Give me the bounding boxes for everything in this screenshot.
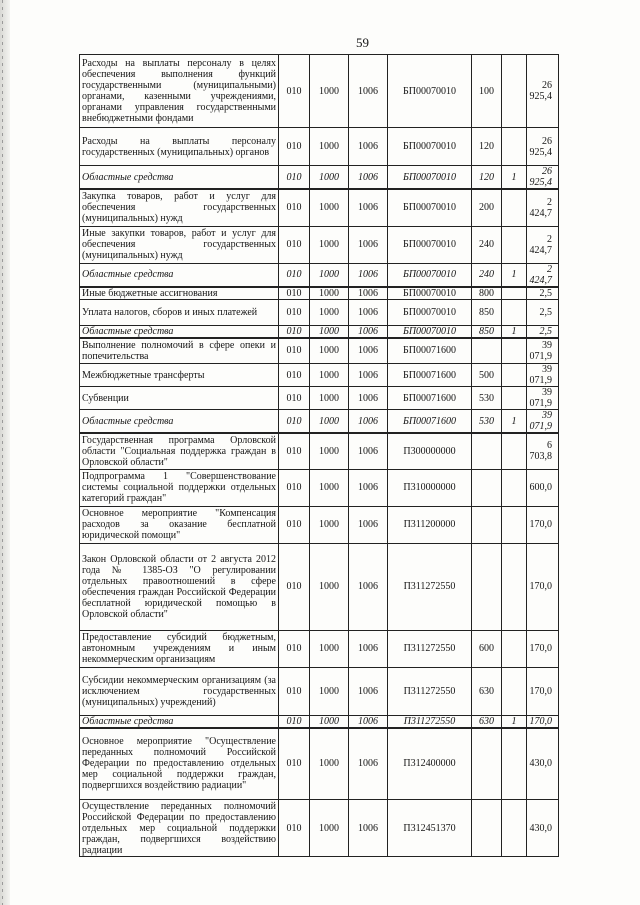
amount-cell: 6 703,8 (527, 433, 559, 469)
row-name-cell: Областные средства (80, 410, 279, 434)
row-name-cell: Областные средства (80, 166, 279, 190)
subsection-code-cell: 1006 (349, 128, 388, 166)
row-name-cell: Расходы на выплаты персоналу государственных (муниципальных) органов (80, 128, 279, 166)
row-name-cell: Основное мероприятие "Компенсация расходов за оказание бесплатной юридической помощи" (80, 506, 279, 543)
ministry-code-cell: 010 (279, 433, 310, 469)
amount-cell: 170,0 (527, 543, 559, 630)
section-code-cell: 1000 (310, 364, 349, 387)
target-article-cell: БП00070010 (388, 166, 472, 190)
row-name-cell: Областные средства (80, 325, 279, 338)
regional-funds-row (80, 166, 559, 190)
expense-type-cell: 120 (472, 128, 502, 166)
funding-source-cell (502, 299, 527, 325)
expense-type-cell: 100 (472, 55, 502, 128)
table-row (80, 226, 559, 263)
funding-source-cell (502, 226, 527, 263)
funding-source-cell (502, 189, 527, 226)
funding-source-cell (502, 364, 527, 387)
section-code-cell: 1000 (310, 543, 349, 630)
expense-type-cell: 200 (472, 189, 502, 226)
subsection-code-cell: 1006 (349, 364, 388, 387)
section-code-cell: 1000 (310, 189, 349, 226)
regional-funds-row (80, 715, 559, 728)
subsection-code-cell: 1006 (349, 55, 388, 128)
amount-cell: 39 071,9 (527, 410, 559, 434)
section-code-cell: 1000 (310, 299, 349, 325)
table-row (80, 128, 559, 166)
budget-table (79, 54, 559, 857)
target-article-cell: П312400000 (388, 728, 472, 800)
amount-cell: 2,5 (527, 299, 559, 325)
subsection-code-cell: 1006 (349, 543, 388, 630)
target-article-cell: П300000000 (388, 433, 472, 469)
subsection-code-cell: 1006 (349, 325, 388, 338)
subsection-code-cell: 1006 (349, 166, 388, 190)
row-name-cell: Государственная программа Орловской области "Социальная поддержка граждан в Орловской области" (80, 433, 279, 469)
amount-cell: 170,0 (527, 506, 559, 543)
table-row (80, 364, 559, 387)
row-name-cell: Субвенции (80, 387, 279, 410)
expense-type-cell: 530 (472, 387, 502, 410)
amount-cell: 39 071,9 (527, 364, 559, 387)
table-row (80, 506, 559, 543)
amount-cell: 2,5 (527, 287, 559, 300)
row-name-cell: Уплата налогов, сборов и иных платежей (80, 299, 279, 325)
expense-type-cell: 120 (472, 166, 502, 190)
amount-cell: 26 925,4 (527, 55, 559, 128)
regional-funds-row (80, 325, 559, 338)
amount-cell: 430,0 (527, 800, 559, 857)
expense-type-cell (472, 338, 502, 364)
row-name-cell: Межбюджетные трансферты (80, 364, 279, 387)
section-code-cell: 1000 (310, 630, 349, 667)
target-article-cell: БП00071600 (388, 387, 472, 410)
row-name-cell: Расходы на выплаты персоналу в целях обеспечения выполнения функций государственными (муниципальными) органами, казенными учреждениями, органами управления государственными внебюджетными фондами (80, 55, 279, 128)
table-row (80, 287, 559, 300)
expense-type-cell (472, 543, 502, 630)
row-name-cell: Основное мероприятие "Осуществление переданных полномочий Российской Федерации по предоставлению отдельных мер социальной поддержки граждан, подвергшихся воздействию радиации" (80, 728, 279, 800)
amount-cell: 39 071,9 (527, 387, 559, 410)
section-code-cell: 1000 (310, 469, 349, 506)
expense-type-cell: 630 (472, 667, 502, 715)
row-name-cell: Выполнение полномочий в сфере опеки и попечительства (80, 338, 279, 364)
section-code-cell: 1000 (310, 667, 349, 715)
subsection-code-cell: 1006 (349, 287, 388, 300)
ministry-code-cell: 010 (279, 299, 310, 325)
binding-perforation (2, 0, 3, 905)
expense-type-cell (472, 469, 502, 506)
subsection-code-cell: 1006 (349, 728, 388, 800)
subsection-code-cell: 1006 (349, 800, 388, 857)
target-article-cell: П311272550 (388, 667, 472, 715)
expense-type-cell: 850 (472, 299, 502, 325)
row-name-cell: Иные закупки товаров, работ и услуг для обеспечения государственных (муниципальных) нужд (80, 226, 279, 263)
funding-source-cell (502, 506, 527, 543)
table-row (80, 189, 559, 226)
section-code-cell: 1000 (310, 338, 349, 364)
amount-cell: 39 071,9 (527, 338, 559, 364)
target-article-cell: БП00071600 (388, 338, 472, 364)
section-code-cell: 1000 (310, 433, 349, 469)
table-row (80, 387, 559, 410)
ministry-code-cell: 010 (279, 55, 310, 128)
ministry-code-cell: 010 (279, 189, 310, 226)
expense-type-cell: 500 (472, 364, 502, 387)
section-code-cell: 1000 (310, 226, 349, 263)
expense-type-cell: 240 (472, 263, 502, 287)
expense-type-cell: 800 (472, 287, 502, 300)
ministry-code-cell: 010 (279, 630, 310, 667)
ministry-code-cell: 010 (279, 728, 310, 800)
ministry-code-cell: 010 (279, 166, 310, 190)
row-name-cell: Областные средства (80, 715, 279, 728)
target-article-cell: П310000000 (388, 469, 472, 506)
amount-cell: 600,0 (527, 469, 559, 506)
expense-type-cell: 240 (472, 226, 502, 263)
row-name-cell: Субсидии некоммерческим организациям (за исключением государственных (муниципальных) учреждений) (80, 667, 279, 715)
table-row (80, 728, 559, 800)
ministry-code-cell: 010 (279, 469, 310, 506)
target-article-cell: БП00070010 (388, 55, 472, 128)
subsection-code-cell: 1006 (349, 299, 388, 325)
ministry-code-cell: 010 (279, 364, 310, 387)
subsection-code-cell: 1006 (349, 189, 388, 226)
subsection-code-cell: 1006 (349, 433, 388, 469)
amount-cell: 170,0 (527, 715, 559, 728)
section-code-cell: 1000 (310, 55, 349, 128)
target-article-cell: БП00070010 (388, 226, 472, 263)
subsection-code-cell: 1006 (349, 338, 388, 364)
section-code-cell: 1000 (310, 287, 349, 300)
target-article-cell: П311200000 (388, 506, 472, 543)
ministry-code-cell: 010 (279, 800, 310, 857)
amount-cell: 2,5 (527, 325, 559, 338)
funding-source-cell (502, 287, 527, 300)
row-name-cell: Иные бюджетные ассигнования (80, 287, 279, 300)
table-row (80, 469, 559, 506)
regional-funds-row (80, 263, 559, 287)
subsection-code-cell: 1006 (349, 387, 388, 410)
ministry-code-cell: 010 (279, 338, 310, 364)
table-row (80, 299, 559, 325)
subsection-code-cell: 1006 (349, 506, 388, 543)
ministry-code-cell: 010 (279, 325, 310, 338)
expense-type-cell (472, 506, 502, 543)
subsection-code-cell: 1006 (349, 469, 388, 506)
table-row (80, 338, 559, 364)
table-row (80, 55, 559, 128)
section-code-cell: 1000 (310, 728, 349, 800)
funding-source-cell: 1 (502, 715, 527, 728)
target-article-cell: П311272550 (388, 543, 472, 630)
target-article-cell: БП00070010 (388, 299, 472, 325)
subsection-code-cell: 1006 (349, 263, 388, 287)
row-name-cell: Закон Орловской области от 2 августа 2012 года № 1385-ОЗ "О регулировании отдельных правоотношений в сфере обеспечения граждан Российской Федерации бесплатной юридической помощью в Орловской области" (80, 543, 279, 630)
funding-source-cell (502, 128, 527, 166)
funding-source-cell: 1 (502, 166, 527, 190)
funding-source-cell (502, 469, 527, 506)
funding-source-cell: 1 (502, 410, 527, 434)
section-code-cell: 1000 (310, 128, 349, 166)
funding-source-cell (502, 728, 527, 800)
target-article-cell: БП00071600 (388, 364, 472, 387)
section-code-cell: 1000 (310, 387, 349, 410)
amount-cell: 430,0 (527, 728, 559, 800)
amount-cell: 170,0 (527, 667, 559, 715)
funding-source-cell: 1 (502, 263, 527, 287)
funding-source-cell (502, 543, 527, 630)
expense-type-cell (472, 728, 502, 800)
row-name-cell: Предоставление субсидий бюджетным, автономным учреждениям и иным некоммерческим организациям (80, 630, 279, 667)
section-code-cell: 1000 (310, 800, 349, 857)
ministry-code-cell: 010 (279, 387, 310, 410)
subsection-code-cell: 1006 (349, 410, 388, 434)
target-article-cell: П311272550 (388, 715, 472, 728)
expense-type-cell: 850 (472, 325, 502, 338)
section-code-cell: 1000 (310, 715, 349, 728)
regional-funds-row (80, 410, 559, 434)
target-article-cell: БП00070010 (388, 325, 472, 338)
expense-type-cell (472, 800, 502, 857)
amount-cell: 2 424,7 (527, 263, 559, 287)
ministry-code-cell: 010 (279, 667, 310, 715)
subsection-code-cell: 1006 (349, 630, 388, 667)
expense-type-cell: 630 (472, 715, 502, 728)
row-name-cell: Осуществление переданных полномочий Российской Федерации по предоставлению отдельных мер социальной поддержки граждан, подвергшихся воздействию радиации (80, 800, 279, 857)
target-article-cell: БП00071600 (388, 410, 472, 434)
row-name-cell: Закупка товаров, работ и услуг для обеспечения государственных (муниципальных) нужд (80, 189, 279, 226)
amount-cell: 2 424,7 (527, 189, 559, 226)
amount-cell: 26 925,4 (527, 128, 559, 166)
funding-source-cell: 1 (502, 325, 527, 338)
row-name-cell: Подпрограмма 1 "Совершенствование системы социальной поддержки отдельных категорий граждан" (80, 469, 279, 506)
funding-source-cell (502, 338, 527, 364)
expense-type-cell: 530 (472, 410, 502, 434)
expense-type-cell (472, 433, 502, 469)
amount-cell: 170,0 (527, 630, 559, 667)
funding-source-cell (502, 667, 527, 715)
ministry-code-cell: 010 (279, 543, 310, 630)
ministry-code-cell: 010 (279, 287, 310, 300)
ministry-code-cell: 010 (279, 263, 310, 287)
subsection-code-cell: 1006 (349, 715, 388, 728)
subsection-code-cell: 1006 (349, 667, 388, 715)
subsection-code-cell: 1006 (349, 226, 388, 263)
section-code-cell: 1000 (310, 506, 349, 543)
table-row (80, 800, 559, 857)
ministry-code-cell: 010 (279, 226, 310, 263)
ministry-code-cell: 010 (279, 128, 310, 166)
target-article-cell: БП00070010 (388, 189, 472, 226)
funding-source-cell (502, 433, 527, 469)
target-article-cell: БП00070010 (388, 128, 472, 166)
funding-source-cell (502, 800, 527, 857)
funding-source-cell (502, 55, 527, 128)
table-row (80, 630, 559, 667)
row-name-cell: Областные средства (80, 263, 279, 287)
table-body (80, 55, 559, 857)
section-code-cell: 1000 (310, 166, 349, 190)
section-code-cell: 1000 (310, 410, 349, 434)
target-article-cell: П311272550 (388, 630, 472, 667)
ministry-code-cell: 010 (279, 715, 310, 728)
table-row (80, 433, 559, 469)
section-code-cell: 1000 (310, 325, 349, 338)
amount-cell: 26 925,4 (527, 166, 559, 190)
table-row (80, 543, 559, 630)
target-article-cell: БП00070010 (388, 287, 472, 300)
target-article-cell: БП00070010 (388, 263, 472, 287)
table-row (80, 667, 559, 715)
funding-source-cell (502, 387, 527, 410)
page-number: 59 (356, 35, 369, 50)
amount-cell: 2 424,7 (527, 226, 559, 263)
section-code-cell: 1000 (310, 263, 349, 287)
ministry-code-cell: 010 (279, 506, 310, 543)
funding-source-cell (502, 630, 527, 667)
target-article-cell: П312451370 (388, 800, 472, 857)
ministry-code-cell: 010 (279, 410, 310, 434)
expense-type-cell: 600 (472, 630, 502, 667)
